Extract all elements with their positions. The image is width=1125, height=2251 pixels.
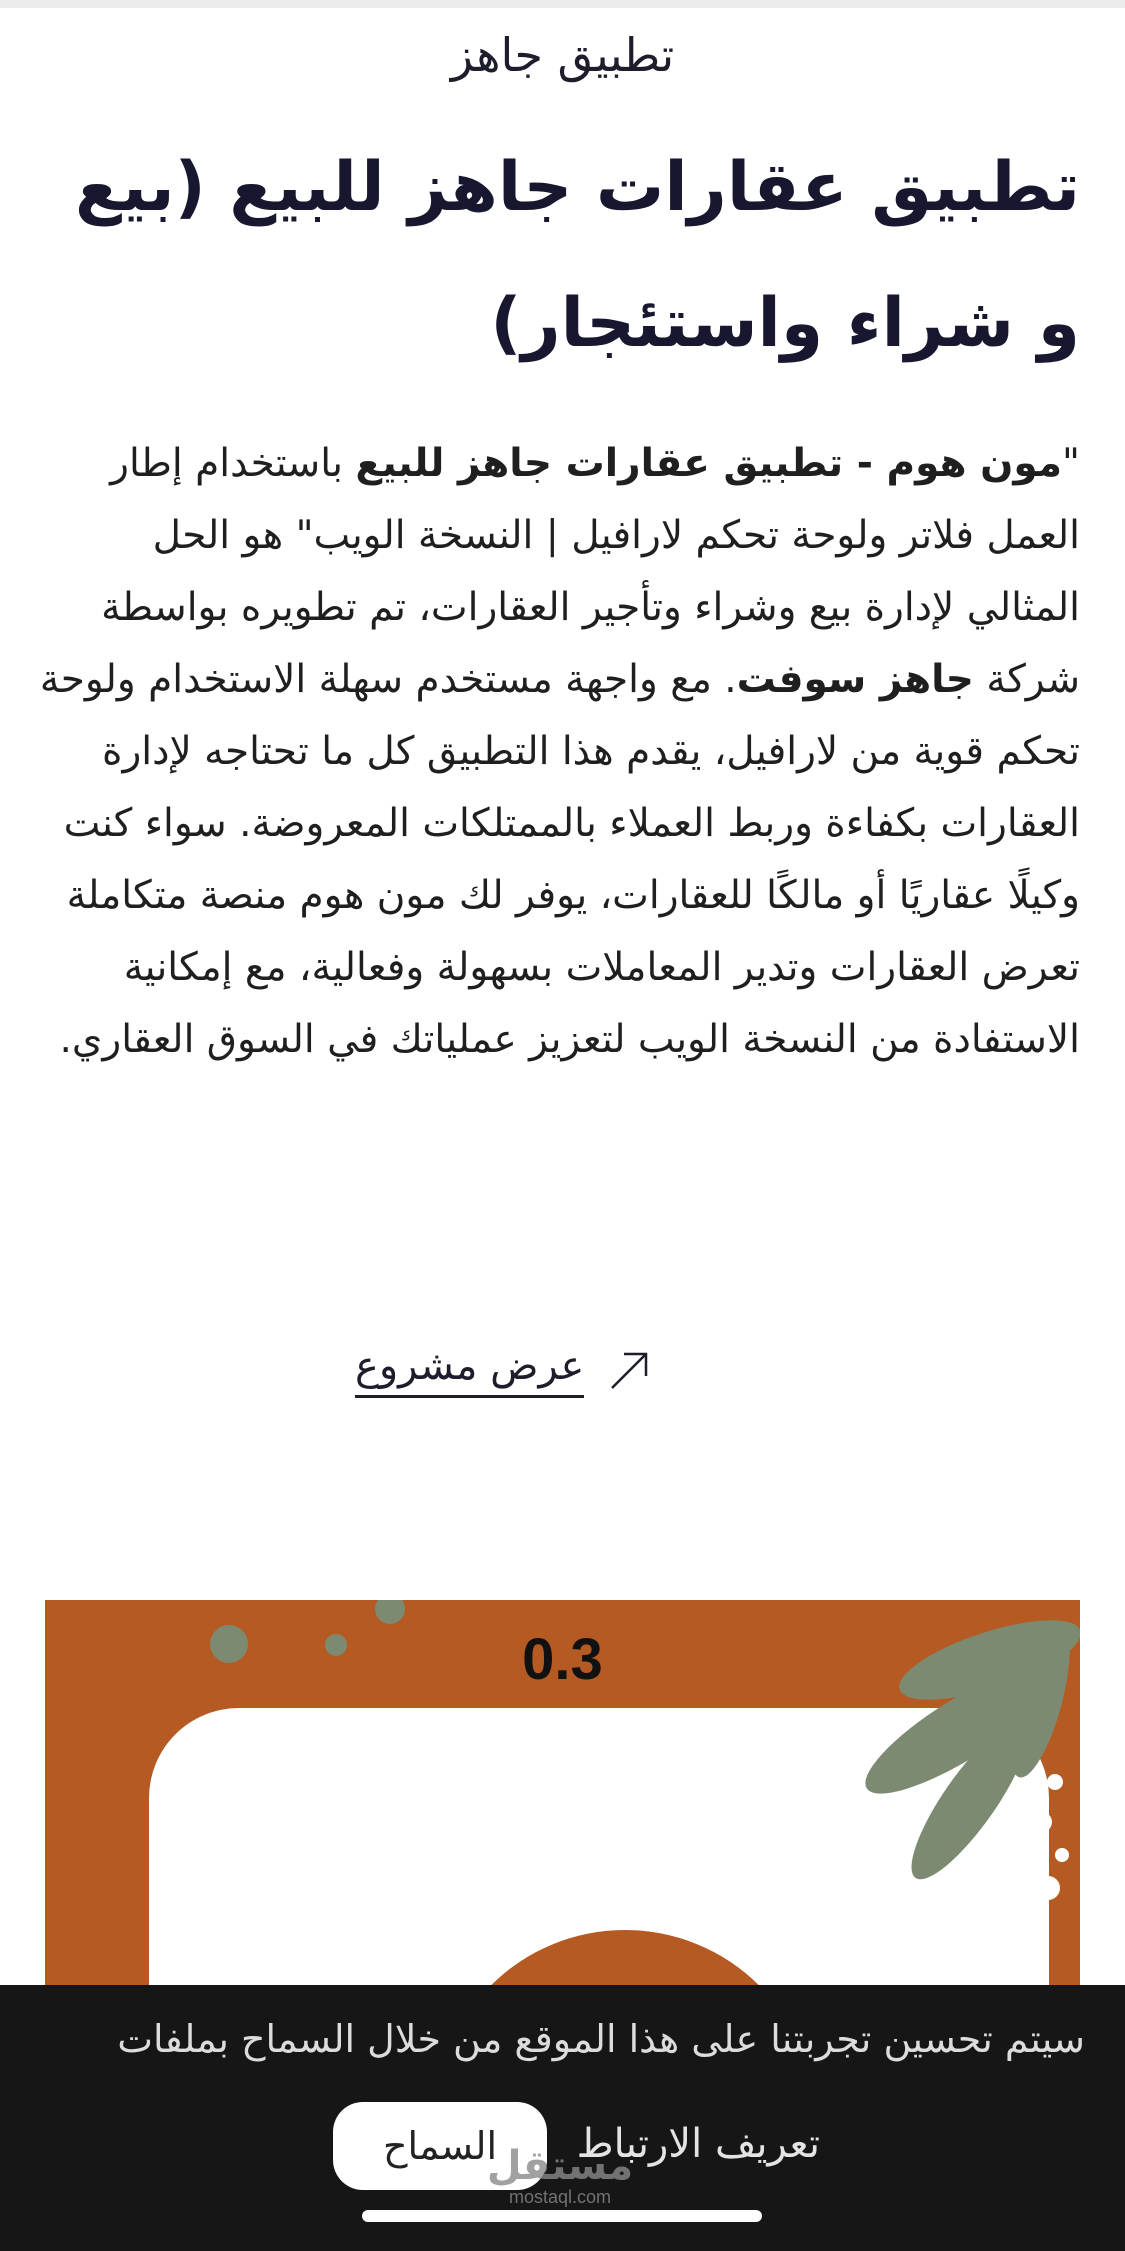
project-preview-image[interactable] bbox=[45, 1600, 1080, 2020]
watermark-latin: mostaql.com bbox=[508, 2187, 612, 2207]
decor-dot bbox=[375, 1600, 405, 1624]
description-text: " bbox=[1062, 441, 1080, 486]
project-description bbox=[30, 428, 1080, 1076]
version-label: 0.3 bbox=[522, 1627, 603, 1692]
cookie-banner bbox=[0, 1985, 1125, 2251]
description-text: . مع واجهة مستخدم سهلة الاستخدام ولوحة تحكم قوية من لارافيل، يقدم هذا التطبيق كل ما تحتاجه لإدارة العقارات بكفاءة وربط العملاء بالممتلكات المعروضة. سواء كنت وكيلًا عقاريًا أو مالكًا للعقارات، يوفر لك مون هوم منصة متكاملة تعرض العقارات وتدير المعاملات بسهولة وفعالية، مع إمكانية الاستفادة من النسخة الويب لتعزيز عملياتك في السوق العقاري. bbox=[39, 657, 1080, 1062]
page-title: تطبيق عقارات جاهز للبيع (بيع و شراء واستئجار) bbox=[74, 148, 1080, 363]
arrow-up-right-icon bbox=[606, 1346, 654, 1394]
breadcrumb[interactable]: تطبيق جاهز bbox=[450, 28, 675, 82]
top-divider bbox=[0, 0, 1125, 8]
cookie-message: سيتم تحسين تجربتنا على هذا الموقع من خلال السماح بملفات bbox=[117, 2017, 1085, 2061]
view-project-label[interactable]: عرض مشروع bbox=[355, 1343, 584, 1398]
cookie-policy-link[interactable]: تعريف الارتباط bbox=[576, 2121, 820, 2167]
description-highlight-company: جاهز سوفت bbox=[736, 657, 974, 702]
view-project-link[interactable] bbox=[355, 1335, 695, 1405]
watermark-arabic: مستقل bbox=[486, 2143, 634, 2189]
home-indicator[interactable] bbox=[362, 2210, 762, 2222]
allow-cookies-button[interactable]: السماح bbox=[333, 2102, 547, 2190]
mostaql-watermark bbox=[480, 2145, 640, 2208]
description-text: باستخدام إطار العمل فلاتر ولوحة تحكم لارافيل | النسخة الويب" هو الحل المثالي لإدارة بيع وشراء وتأجير العقارات، تم تطويره بواسطة شركة bbox=[101, 441, 1080, 702]
description-highlight-app: مون هوم - تطبيق عقارات جاهز للبيع bbox=[355, 441, 1063, 486]
